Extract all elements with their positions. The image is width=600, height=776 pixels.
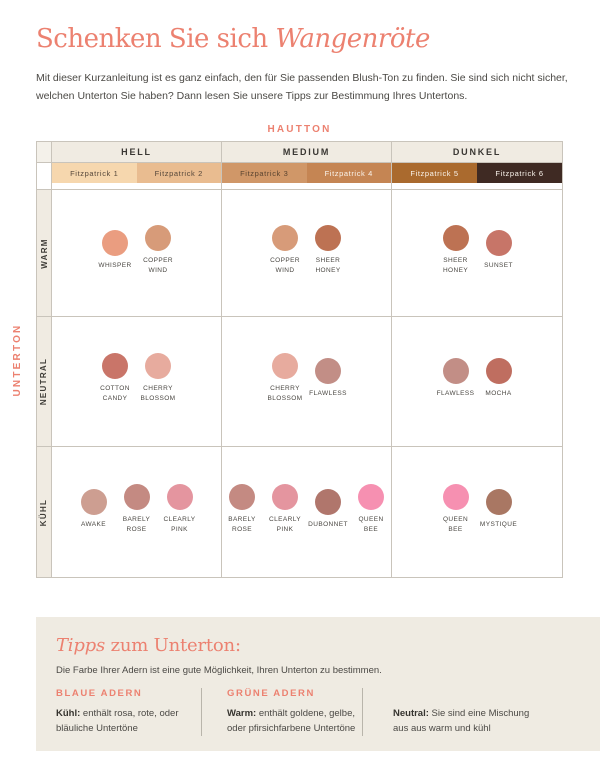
tips-column-1 [56,688,201,736]
matrix-cell [52,317,222,447]
swatch-name: AWAKE [81,520,106,528]
swatch-flawless [308,358,348,399]
column-group-header-medium: MEDIUM [222,142,392,163]
row-label-text: KÜHL [39,498,49,526]
swatch-mystique [479,489,519,530]
swatch-copper-wind [265,225,305,276]
fitzpatrick-chip: Fitzpatrick 2 [137,163,222,183]
fitzpatrick-chip: Fitzpatrick 6 [477,163,562,183]
swatch-dot [358,484,384,510]
tips-column-2 [202,688,362,736]
swatch-dot [272,225,298,251]
tips-title-italic: Tipps [56,635,106,656]
column-axis-label-hautton: HAUTTON [267,124,332,135]
tips-columns [56,688,600,736]
swatch-name: SHEER HONEY [442,256,469,274]
swatch-name: SUNSET [484,261,513,269]
swatch-dot [443,225,469,251]
swatch-dot [102,353,128,379]
swatch-name: CLEARLY PINK [269,515,301,533]
matrix-cell [52,447,222,577]
row-label-warm [37,190,52,317]
tips-column-3 [363,688,538,736]
matrix-cell [392,317,562,447]
tips-intro: Die Farbe Ihrer Adern ist eine gute Möglichkeit, Ihren Unterton zu bestimmen. [56,665,382,676]
swatch-cherry-blossom [265,353,305,404]
swatch-name: BARELY ROSE [122,515,151,533]
swatch-dot [315,358,341,384]
swatch-dot [145,225,171,251]
tips-column-text: Neutral: Sie sind eine Mischung aus aus warm und kühl [393,708,530,735]
row-axis-label-unterton: UNTERTON [12,323,23,397]
swatch-sheer-honey [308,225,348,276]
swatch-dot [229,484,255,510]
tips-title-regular: zum Unterton: [105,635,241,656]
tips-column-text: Kühl: enthält rosa, rote, oder bläuliche Untertöne [56,708,179,735]
swatch-name: COPPER WIND [270,256,300,274]
swatch-name: DUBONNET [308,520,348,528]
swatch-dubonnet [308,489,348,530]
swatch-dot [102,230,128,256]
page-title-italic: Wangenröte [275,24,430,54]
swatch-dot [443,358,469,384]
swatch-name: FLAWLESS [309,390,347,398]
swatch-dot [486,358,512,384]
matrix-cell [222,190,392,317]
swatch-awake [74,489,114,530]
page-title [36,24,430,54]
swatch-name: COPPER WIND [143,256,173,274]
swatch-dot [272,353,298,379]
swatch-queen-bee [436,484,476,535]
swatch-copper-wind [138,225,178,276]
tips-lead: Neutral: [393,708,429,719]
matrix-cell [222,447,392,577]
swatch-dot [124,484,150,510]
swatch-dot [167,484,193,510]
tips-lead: Warm: [227,708,257,719]
tips-column-header [393,688,538,702]
swatch-name: BARELY ROSE [228,515,256,533]
matrix-cell [222,317,392,447]
row-label-text: NEUTRAL [39,357,49,406]
swatch-name: SHEER HONEY [315,256,341,274]
swatch-dot [81,489,107,515]
swatch-name: CLEARLY PINK [163,515,196,533]
swatch-flawless [436,358,476,399]
fitzpatrick-group-hell [52,163,222,190]
tips-column-header: BLAUE ADERN [56,688,143,699]
row-label-text: WARM [39,237,49,269]
swatch-cotton-candy [95,353,135,404]
matrix-cell [392,190,562,317]
swatch-name: FLAWLESS [436,390,475,398]
tips-section [36,617,600,751]
tips-column-header: GRÜNE ADERN [227,688,315,699]
page-intro: Mit dieser Kurzanleitung ist es ganz einfach, den für Sie passenden Blush-Ton zu finden. Sie sind sich nicht sicher, welchen Unterton Sie haben? Dann lesen Sie unsere Tipps zur Bestimmung Ihres Untertons. [36,72,568,102]
matrix-cell [392,447,562,577]
swatch-dot [315,225,341,251]
swatch-dot [145,353,171,379]
swatch-name: MOCHA [485,390,512,398]
swatch-mocha [479,358,519,399]
tips-title [56,635,600,656]
fitzpatrick-chip: Fitzpatrick 5 [392,163,477,183]
matrix-cell [52,190,222,317]
swatch-name: CHERRY BLOSSOM [140,385,176,402]
tips-column-text: Warm: enthält goldene, gelbe, oder pfirsichfarbene Untertöne [227,708,356,735]
swatch-name: QUEEN BEE [358,515,384,533]
swatch-name: COTTON CANDY [100,385,130,402]
swatch-cherry-blossom [138,353,178,404]
matrix-corner-cell [37,142,52,163]
swatch-whisper [95,230,135,271]
row-label-kühl [37,447,52,577]
swatch-dot [272,484,298,510]
swatch-barely-rose [222,484,262,535]
fitzpatrick-chip: Fitzpatrick 1 [52,163,137,183]
tips-lead: Kühl: [56,708,81,719]
blush-shade-matrix [36,141,563,578]
swatch-barely-rose [117,484,157,535]
swatch-dot [443,484,469,510]
fitzpatrick-group-dunkel [392,163,562,190]
swatch-name: WHISPER [98,261,132,269]
column-group-header-hell: HELL [52,142,222,163]
fitzpatrick-group-medium [222,163,392,190]
swatch-sheer-honey [436,225,476,276]
row-label-neutral [37,317,52,447]
swatch-clearly-pink [160,484,200,535]
swatch-name: QUEEN BEE [442,515,469,533]
matrix-corner-cell-2 [37,163,52,190]
swatch-dot [486,489,512,515]
swatch-name: CHERRY BLOSSOM [267,385,303,402]
swatch-queen-bee [351,484,391,535]
page-title-regular: Schenken Sie sich [36,24,276,54]
swatch-name: MYSTIQUE [479,520,518,528]
fitzpatrick-chip: Fitzpatrick 3 [222,163,307,183]
swatch-dot [486,230,512,256]
fitzpatrick-chip: Fitzpatrick 4 [307,163,392,183]
column-group-header-dunkel: DUNKEL [392,142,562,163]
swatch-sunset [479,230,519,271]
swatch-dot [315,489,341,515]
swatch-clearly-pink [265,484,305,535]
